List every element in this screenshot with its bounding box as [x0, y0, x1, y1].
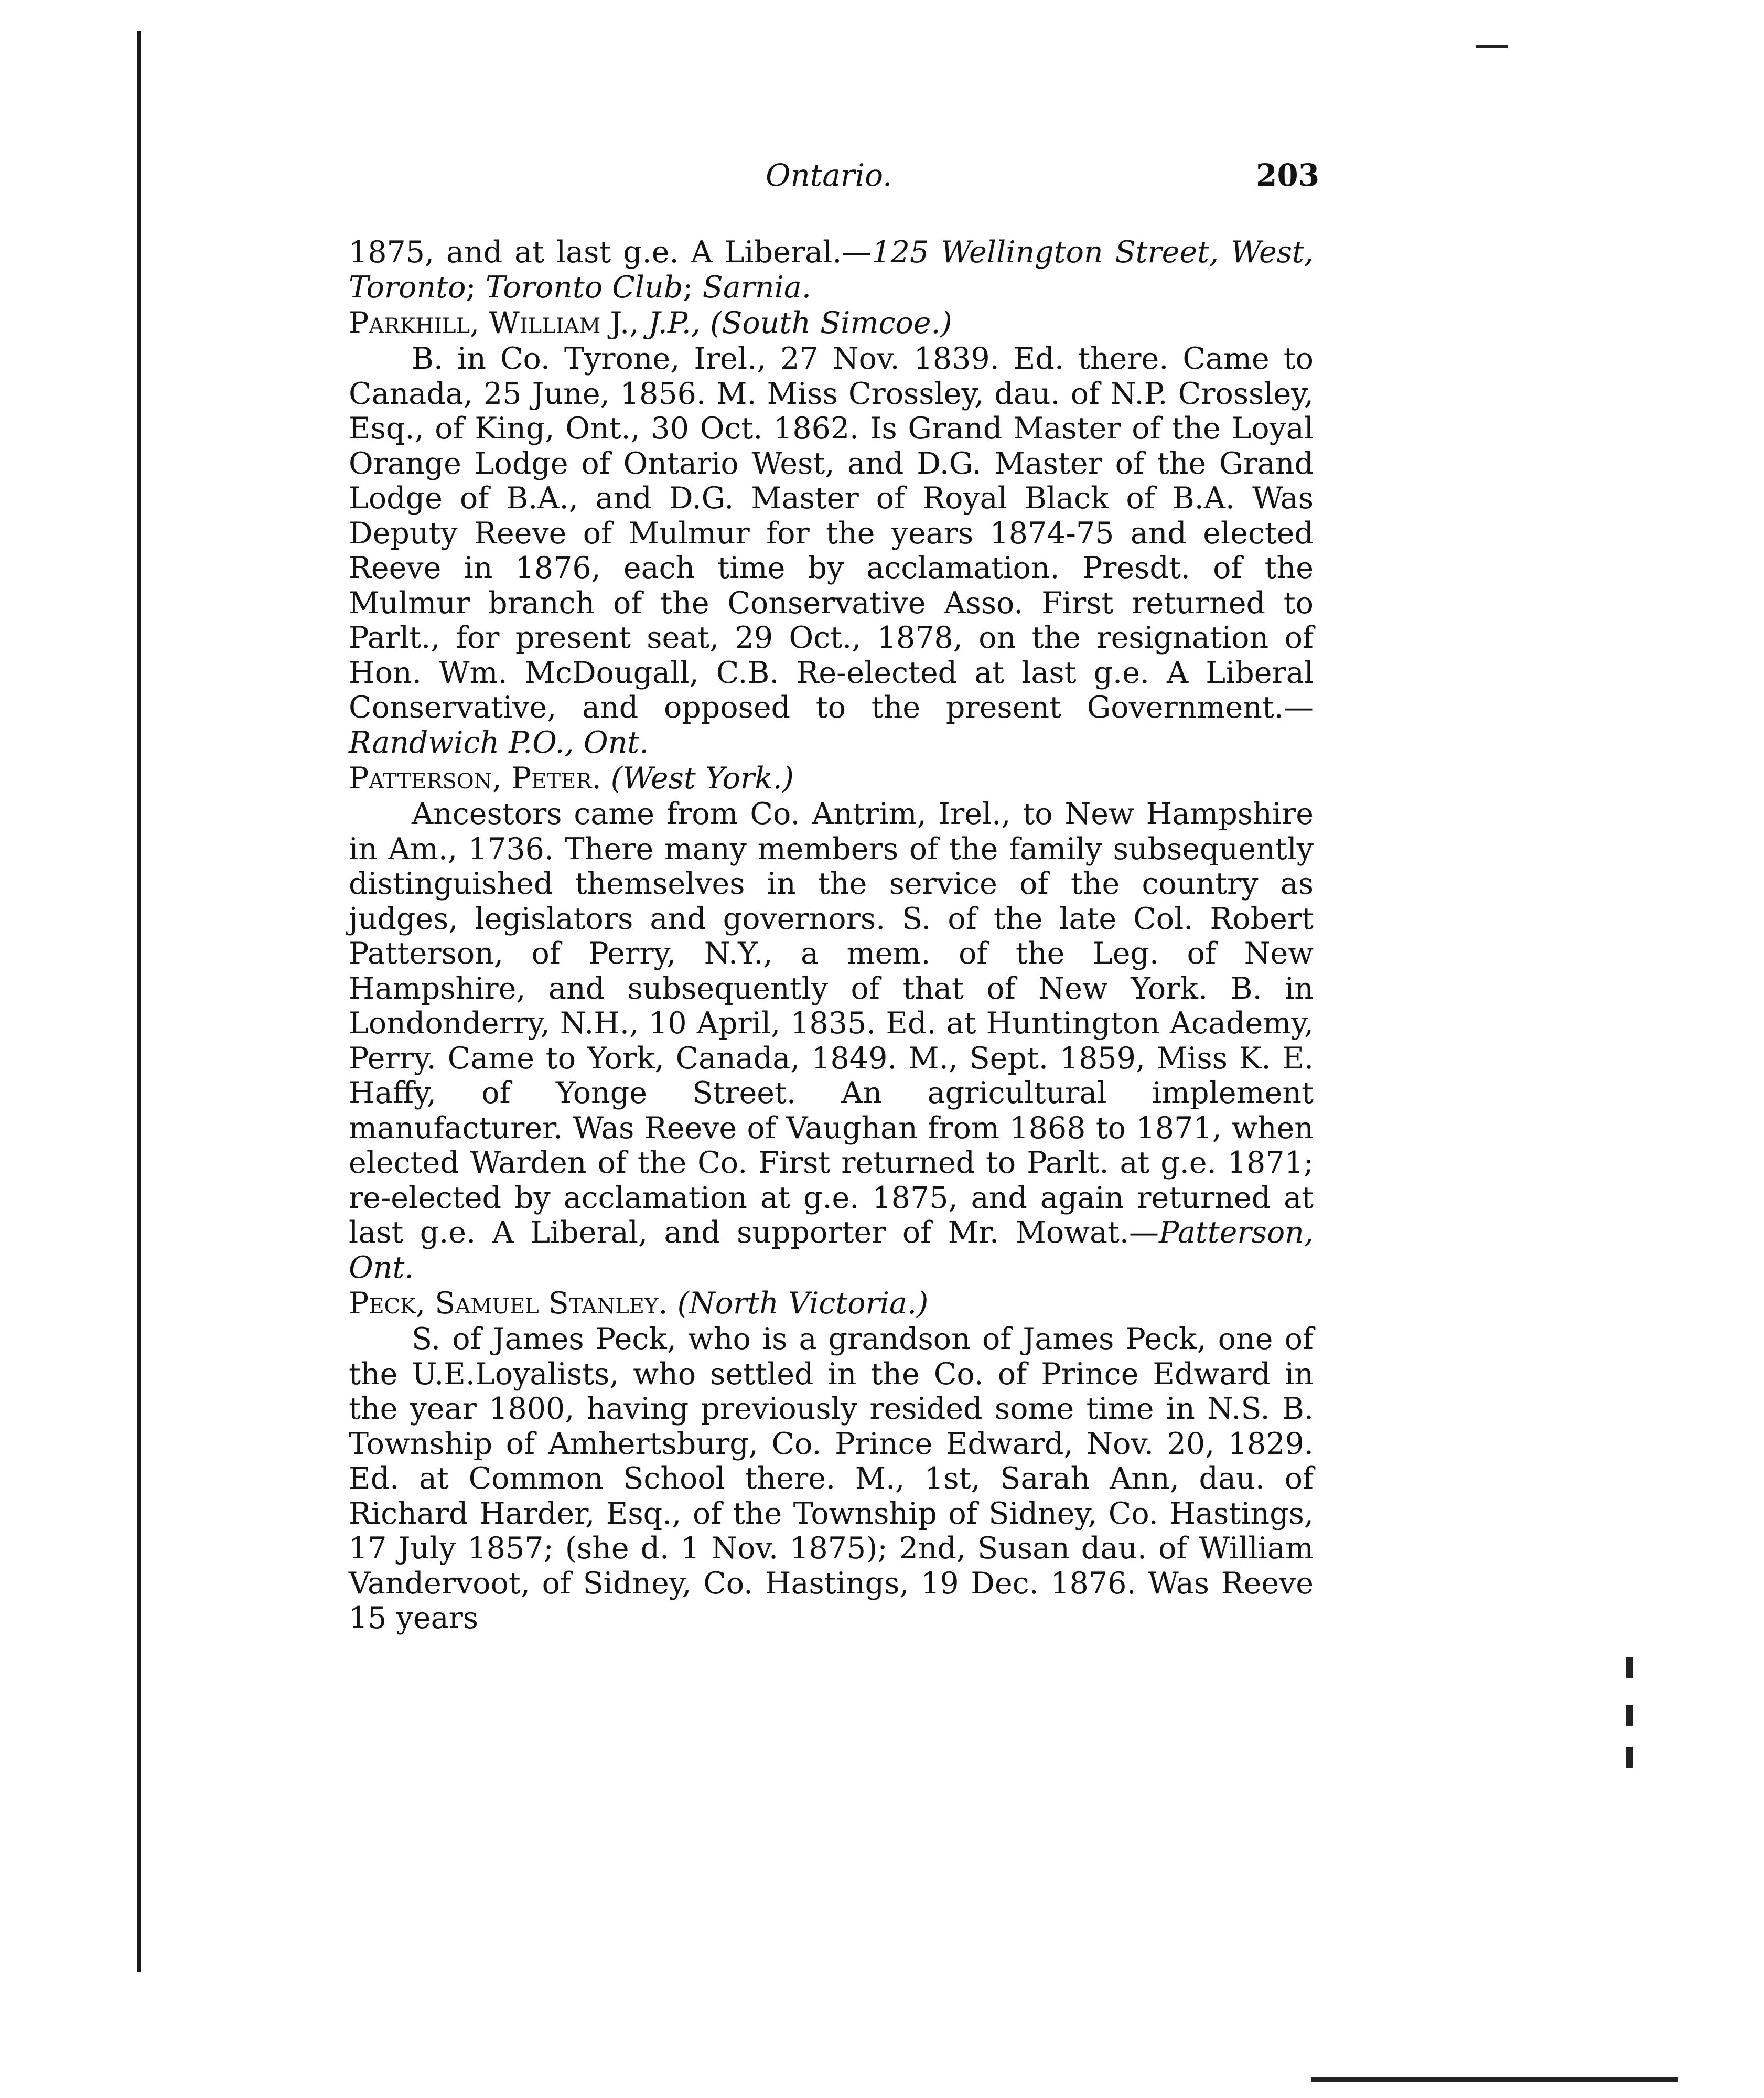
member-name: Patterson, Peter. — [349, 761, 601, 796]
scan-speck — [1626, 1657, 1633, 1678]
member-title: J.P., — [648, 306, 701, 340]
scan-speck — [1626, 1747, 1633, 1768]
continuation-text: 1875, and at last g.e. A Liberal.— — [349, 235, 872, 270]
scan-edge-line — [137, 31, 141, 1972]
continuation-separator: ; — [466, 270, 486, 305]
biography-address: Randwich P.O., Ont. — [349, 725, 649, 760]
entry-biography — [349, 1322, 1314, 1636]
continuation-separator: ; — [683, 270, 703, 305]
member-name: Parkhill, William J., — [349, 306, 639, 340]
page-header — [0, 157, 1764, 205]
biography-text: Ancestors came from Co. Antrim, Irel., to New Hampshire in Am., 1736. There many members of the family subsequently distinguished themselves in the service of the country as judges, legislators and governors. S. of the late Col. Robert Patterson, of Perry, N.Y., a mem. of the Leg. of New Hampshire, and subsequently of that of New York. B. in Londonderry, N.H., 10 April, 1835. Ed. at Huntington Academy, Perry. Came to York, Canada, 1849. M., Sept. 1859, Miss K. E. Haffy, of Yonge Street. An agricultural implement manufacturer. Was Reeve of Vaughan from 1868 to 1871, when elected Warden of the Co. First returned to Parlt. at g.e. 1871; re-elected by acclamation at g.e. 1875, and again returned at last g.e. A Liberal, and supporter of Mr. Mowat.— — [349, 797, 1314, 1250]
biography-text: B. in Co. Tyrone, Irel., 27 Nov. 1839. Ed. there. Came to Canada, 25 June, 1856. M. Miss Crossley, dau. of N.P. Crossley, Esq., of King, Ont., 30 Oct. 1862. Is Grand Master of the Loyal Orange Lodge of Ontario West, and D.G. Master of the Grand Lodge of B.A., and D.G. Master of Royal Black of B.A. Was Deputy Reeve of Mulmur for the years 1874-75 and elected Reeve in 1876, each time by acclamation. Presdt. of the Mulmur branch of the Conservative Asso. First returned to Parlt., for present seat, 29 Oct., 1878, on the resignation of Hon. Wm. McDougall, C.B. Re-elected at last g.e. A Liberal Conservative, and opposed to the present Government.— — [349, 341, 1314, 725]
scan-speck — [1626, 1705, 1633, 1726]
entry-biography — [349, 341, 1314, 760]
page-body — [349, 235, 1314, 1636]
continuation-town: Sarnia. — [702, 270, 811, 305]
biography-text: S. of James Peck, who is a grandson of James Peck, one of the U.E.Loyalists, who settled in the Co. of Prince Edward in the year 1800, having previously resided some time in N.S. B. Township of Amhertsburg, Co. Prince Edward, Nov. 20, 1829. Ed. at Common School there. M., 1st, Sarah Ann, dau. of Richard Harder, Esq., of the Township of Sidney, Co. Hastings, 17 July 1857; (she d. 1 Nov. 1875); 2nd, Susan dau. of William Vandervoot, of Sidney, Co. Hastings, 19 Dec. 1876. Was Reeve 15 years — [349, 1322, 1314, 1635]
scan-speck — [1311, 2077, 1678, 2082]
continuation-paragraph — [349, 235, 1314, 305]
continuation-club: Toronto Club — [485, 270, 683, 305]
running-title: Ontario. — [766, 157, 892, 193]
continuation-address: 125 Wellington Street, West, Toronto — [349, 235, 1314, 305]
entry-heading — [349, 305, 1314, 341]
scan-speck — [1476, 45, 1508, 48]
entry-biography — [349, 797, 1314, 1285]
biography-address: Patterson, Ont. — [349, 1215, 1314, 1285]
entry-heading — [349, 1285, 1314, 1322]
member-name: Peck, Samuel Stanley. — [349, 1286, 668, 1321]
member-constituency: (West York.) — [610, 761, 794, 796]
member-constituency: (South Simcoe.) — [710, 306, 952, 340]
entry-heading — [349, 760, 1314, 797]
page-number: 203 — [1256, 157, 1320, 193]
member-constituency: (North Victoria.) — [677, 1286, 929, 1321]
